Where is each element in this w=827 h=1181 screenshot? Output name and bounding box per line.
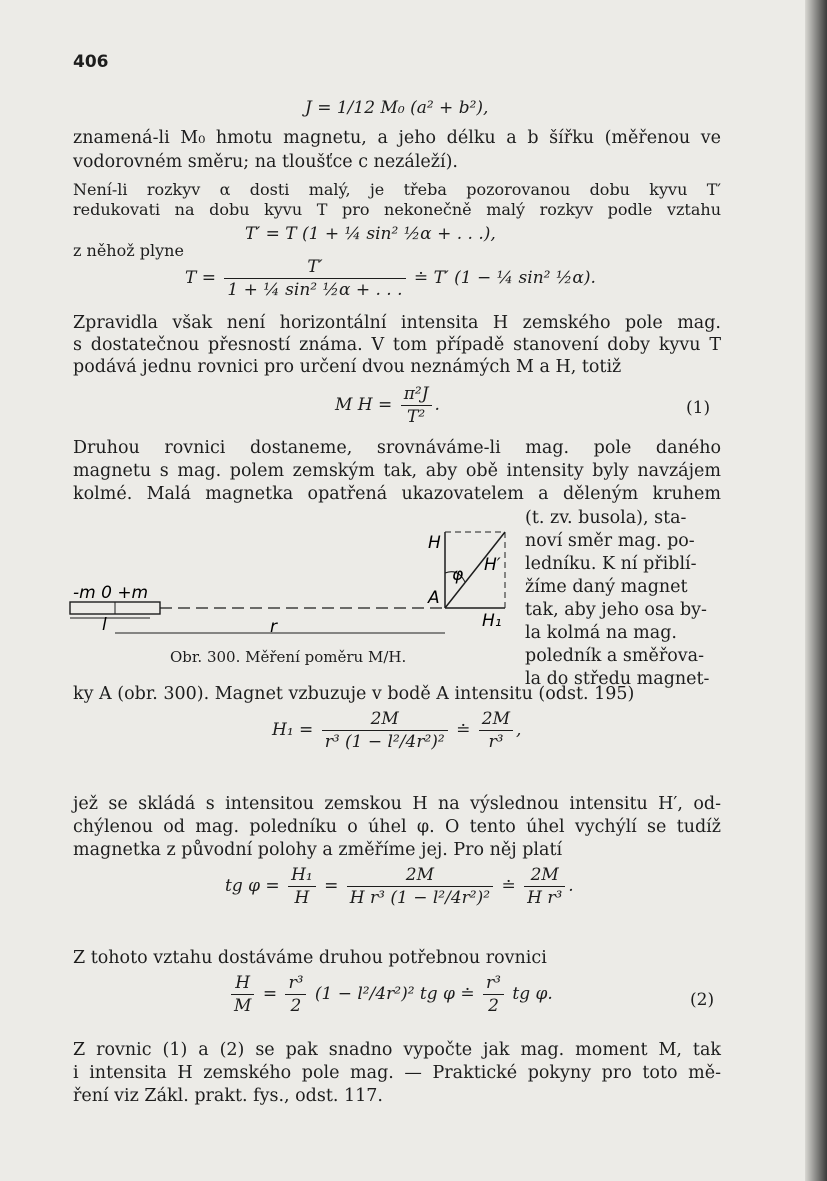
paragraph-6-line-2: chýlenou od mag. poledníku o úhel φ. O tento úhel vychýlí se tudíž: [73, 817, 721, 837]
paragraph-3-line-1: Zpravidla však není horizontální intensita H zemského pole mag.: [73, 313, 721, 333]
length-l-label: l: [102, 615, 107, 635]
side-text-line-4: žíme daný magnet: [525, 577, 688, 597]
distance-r-label: r: [270, 617, 277, 637]
paragraph-2-line-2: redukovati na dobu kyvu T pro nekonečně malý rozkyv podle vztahu: [73, 200, 721, 219]
paragraph-1-line-1: znamená-li M₀ hmotu magnetu, a jeho délku a b šířku (měřenou ve: [73, 128, 721, 148]
equation-1-label: (1): [686, 398, 711, 418]
equation-2: $\frac{H}{M}$ = $\frac{\text{r³}}{2}$ (1 − l²/4r²)² tg φ ≐ $\frac{\text{r³}}{2}$ tg φ.: [228, 972, 553, 1017]
side-text-line-3: ledníku. K ní přiblí-: [525, 554, 697, 574]
side-text-line-1: (t. zv. busola), sta-: [525, 508, 687, 528]
paragraph-4-line-3: kolmé. Malá magnetka opatřená ukazovatelem a děleným kruhem: [73, 484, 721, 504]
angle-phi-label: φ: [452, 565, 464, 585]
equation-period-correction: T′ = T (1 + ¼ sin² ½α + . . .),: [245, 224, 496, 244]
side-text-line-6: la kolmá na mag.: [525, 623, 677, 643]
paragraph-3-line-3: podává jednu rovnici pro určení dvou neznámých M a H, totiž: [73, 357, 622, 377]
paragraph-3-line-2: s dostatečnou přesností známa. V tom případě stanovení doby kyvu T: [73, 335, 721, 355]
from-which-text: z něhož plyne: [73, 241, 184, 260]
paragraph-6-line-1: jež se skládá s intensitou zemskou H na výslednou intensitu H′, od-: [73, 794, 721, 814]
magnet-poles-label: -m 0 +m: [73, 583, 149, 603]
equation-H1: H₁ = $\frac{2M}{\text{r³ (1 − l²/4r²)²}}$ ≐ $\frac{2M}{\text{r³}}$ ,: [272, 709, 522, 752]
paragraph-4-line-2: magnetu s mag. polem zemským tak, aby obě intensity byly navzájem: [73, 461, 721, 481]
page-number: 406: [73, 52, 109, 72]
paragraph-2-line-1: Není-li rozkyv α dosti malý, je třeba pozorovanou dobu kyvu T′: [73, 180, 721, 199]
H1-label: H₁: [482, 611, 502, 631]
point-A-label: A: [428, 588, 440, 608]
paragraph-6-line-3: magnetka z původní polohy a změříme jej. Pro něj platí: [73, 840, 563, 860]
side-text-line-2: noví směr mag. po-: [525, 531, 695, 551]
side-text-line-7: poledník a směřova-: [525, 646, 704, 666]
paragraph-8-line-2: i intensita H zemského pole mag. — Praktické pokyny pro toto mě-: [73, 1063, 721, 1083]
figure-caption: Obr. 300. Měření poměru M/H.: [170, 648, 407, 666]
equation-moment-of-inertia: J = 1/12 M₀ (a² + b²),: [305, 98, 489, 118]
book-spine-shadow: [805, 0, 827, 1181]
side-text-line-8: la do středu magnet-: [525, 669, 710, 689]
H-label: H: [428, 533, 441, 553]
H-prime-label: H′: [484, 555, 501, 575]
paragraph-8-line-3: ření viz Zákl. prakt. fys., odst. 117.: [73, 1086, 383, 1106]
equation-period: T = $\frac{T'}{\text{1 + ¼ sin² ½α + . . .}}$ ≐ T′ (1 − ¼ sin² ½α).: [185, 257, 596, 300]
paragraph-5: ky A (obr. 300). Magnet vzbuzuje v bodě A intensitu (odst. 195): [73, 684, 635, 704]
paragraph-7: Z tohoto vztahu dostáváme druhou potřebnou rovnici: [73, 948, 547, 968]
equation-tangent: tg φ = $\frac{\text{H₁}}{H}$ = $\frac{2M}{\text{H r³ (1 − l²/4r²)²}}$ ≐ $\frac{2M}{\text{H r³}}$ .: [225, 865, 574, 908]
side-text-line-5: tak, aby jeho osa by-: [525, 600, 707, 620]
equation-1: M H = $\frac{\text{π²J}}{\text{T²}}$ .: [335, 384, 440, 427]
paragraph-8-line-1: Z rovnic (1) a (2) se pak snadno vypočte jak mag. moment M, tak: [73, 1040, 721, 1060]
paragraph-4-line-1: Druhou rovnici dostaneme, srovnáváme-li mag. pole daného: [73, 438, 721, 458]
paragraph-1-line-2: vodorovném směru; na tloušťce c nezáleží).: [73, 152, 458, 172]
equation-2-label: (2): [690, 990, 715, 1010]
